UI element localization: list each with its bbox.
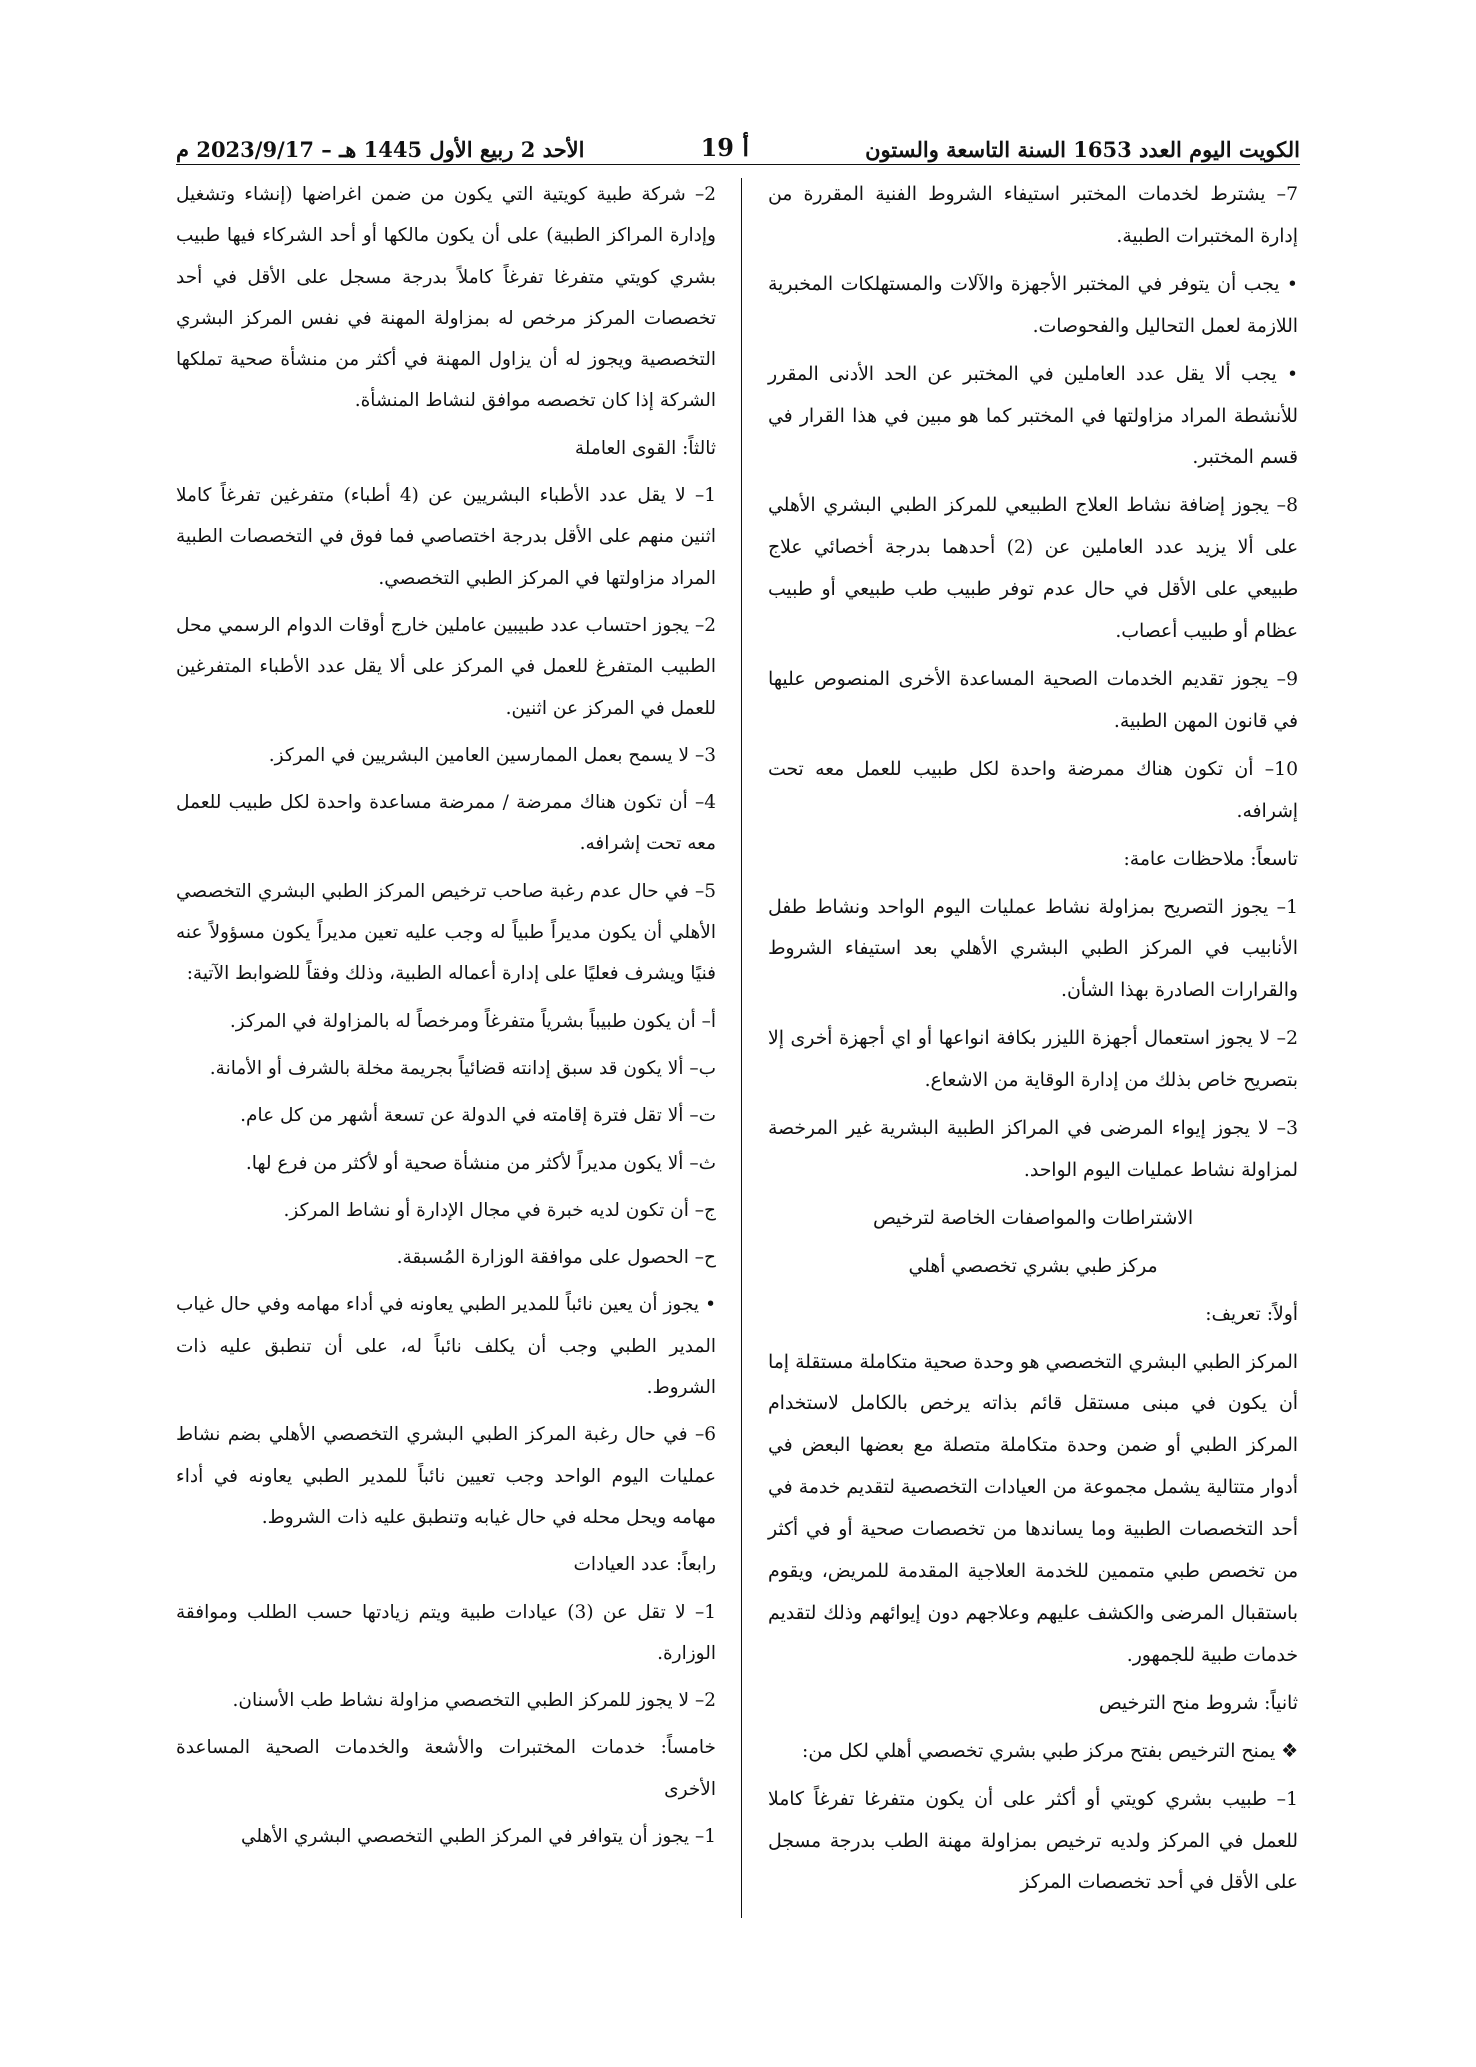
paragraph: ت– ألا تقل فترة إقامته في الدولة عن تسعة أشهر من كل عام. [240, 1105, 716, 1127]
paragraph: • يجب أن يتوفر في المختبر الأجهزة والآلات والمستهلكات المخبرية اللازمة لعمل التحاليل والفحوصات. [768, 273, 1298, 337]
paragraph: أ– أن يكون طبيباً بشرياً متفرغاً ومرخصاً له بالمزاولة في المركز. [229, 1010, 716, 1032]
paragraph: 7– يشترط لخدمات المختبر استيفاء الشروط الفنية المقررة من إدارة المختبرات الطبية. [768, 184, 1298, 247]
paragraph: 9– يجوز تقديم الخدمات الصحية المساعدة الأخرى المنصوص عليها في قانون المهن الطبية. [768, 668, 1298, 732]
section-heading: خامساً: خدمات المختبرات والأشعة والخدمات الصحية المساعدة الأخرى [176, 1737, 716, 1800]
paragraph: 2– لا يجوز استعمال أجهزة الليزر بكافة انواعها أو اي أجهزة أخرى إلا بتصريح خاص بذلك من إدارة الوقاية من الاشعاع. [768, 1028, 1298, 1092]
page-header [176, 118, 1300, 162]
paragraph: 3– لا يجوز إيواء المرضى في المراكز الطبية البشرية غير المرخصة لمزاولة نشاط عمليات اليوم الواحد. [768, 1118, 1298, 1181]
paragraph: 3– لا يسمح بعمل الممارسين العامين البشريين في المركز. [268, 744, 716, 766]
paragraph: 8– يجوز إضافة نشاط العلاج الطبيعي للمركز الطبي البشري الأهلي على ألا يزيد عدد العاملين عن (2) أحدهما بدرجة أخصائي علاج طبيعي على الأقل في حال عدم توفر طبيب طب طبيعي أو طبيب عظام أو طبيب أعصاب. [768, 495, 1299, 643]
header-date: الأحد 2 ربيع الأول 1445 هـ – 2023/9/17 م [176, 137, 585, 162]
paragraph: 1– لا تقل عن (3) عيادات طبية ويتم زيادتها حسب الطلب وموافقة الوزارة. [176, 1601, 717, 1664]
paragraph: ب– ألا يكون قد سبق إدانته قضائياً بجريمة مخلة بالشرف أو الأمانة. [209, 1057, 716, 1079]
left-column [176, 174, 716, 1863]
paragraph: ث– ألا يكون مديراً لأكثر من منشأة صحية أو لأكثر من فرع لها. [245, 1152, 716, 1174]
paragraph: • يجب ألا يقل عدد العاملين في المختبر عن الحد الأدنى المقرر للأنشطة المراد مزاولتها في المختبر كما هو مبين في هذا القرار في قسم المختبر. [768, 363, 1298, 469]
paragraph: 2– شركة طبية كويتية التي يكون من ضمن اغراضها (إنشاء وتشغيل وإدارة المراكز الطبية) على أن يكون مالكها أو أحد الشركاء فيها طبيب بشري كويتي متفرغا تفرغاً كاملاً بدرجة مسجل على الأقل في أحد تخصصات المركز مرخص له بمزاولة المهنة في نفس المركز البشري التخصصية ويجوز له أن يزاول المهنة في أكثر من منشأة صحية تملكها الشركة إذا كان تخصصه موافق لنشاط المنشأة. [176, 184, 716, 412]
paragraph: 1– لا يقل عدد الأطباء البشريين عن (4 أطباء) متفرغين تفرغاً كاملا اثنين منهم على الأقل بدرجة اختصاصي فما فوق في التخصصات الطبية المراد مزاولتها في المركز الطبي التخصصي. [176, 485, 717, 589]
paragraph: 4– أن تكون هناك ممرضة / ممرضة مساعدة واحدة لكل طبيب للعمل معه تحت إشرافه. [176, 792, 716, 855]
section-title: مركز طبي بشري تخصصي أهلي [908, 1255, 1158, 1277]
paragraph: • يجوز أن يعين نائباً للمدير الطبي يعاونه في أداء مهامه وفي حال غياب المدير الطبي وجب أن يكلف نائباً له، على أن تنطبق عليه ذات الشروط. [176, 1294, 716, 1399]
paragraph: 1– يجوز أن يتوافر في المركز الطبي التخصصي البشري الأهلي [240, 1825, 716, 1847]
section-title: الاشتراطات والمواصفات الخاصة لترخيص [872, 1207, 1194, 1229]
header-divider [176, 164, 1300, 165]
column-divider [741, 178, 742, 1918]
paragraph: 6– في حال رغبة المركز الطبي البشري التخصصي الأهلي بضم نشاط عمليات اليوم الواحد وجب تعيين نائباً للمدير الطبي يعاونه في أداء مهامه ويحل محله في حال غيابه وتنطبق عليه ذات الشروط. [176, 1424, 716, 1528]
section-heading: تاسعاً: ملاحظات عامة: [1123, 848, 1298, 870]
page-number: أ 19 [700, 133, 750, 162]
section-heading: أولاً: تعريف: [1205, 1303, 1298, 1325]
header-issue-info: الكويت اليوم العدد 1653 السنة التاسعة والستون [865, 137, 1300, 162]
paragraph: 2– لا يجوز للمركز الطبي التخصصي مزاولة نشاط طب الأسنان. [232, 1690, 716, 1712]
paragraph: ❖ يمنح الترخيص بفتح مركز طبي بشري تخصصي أهلي لكل من: [802, 1740, 1298, 1762]
paragraph: 1– طبيب بشري كويتي أو أكثر على أن يكون متفرغا تفرغاً كاملا للعمل في المركز ولديه ترخيص بمزاولة مهنة الطب بدرجة مسجل على الأقل في أحد تخصصات المركز [768, 1788, 1298, 1894]
paragraph: 10– أن تكون هناك ممرضة واحدة لكل طبيب للعمل معه تحت إشرافه. [768, 758, 1298, 822]
section-heading: رابعاً: عدد العيادات [573, 1554, 716, 1576]
paragraph: ج– أن تكون لديه خبرة في مجال الإدارة أو نشاط المركز. [283, 1199, 716, 1221]
section-heading: ثانياً: شروط منح الترخيص [1098, 1692, 1298, 1714]
paragraph: 1– يجوز التصريح بمزاولة نشاط عمليات اليوم الواحد ونشاط طفل الأنابيب في المركز الطبي البشري الأهلي بعد استيفاء الشروط والقرارات الصادرة بهذا الشأن. [768, 896, 1298, 1002]
section-heading: ثالثاً: القوى العاملة [574, 437, 716, 459]
paragraph: 2– يجوز احتساب عدد طبيبين عاملين خارج أوقات الدوام الرسمي محل الطبيب المتفرغ للعمل في المركز على ألا يقل عدد الأطباء المتفرغين للعمل في المركز عن اثنين. [176, 614, 716, 719]
paragraph: ح– الحصول على موافقة الوزارة المُسبقة. [396, 1247, 716, 1269]
right-column [768, 174, 1298, 1910]
paragraph: 5– في حال عدم رغبة صاحب ترخيص المركز الطبي البشري التخصصي الأهلي أن يكون مديراً طبياً له وجب عليه تعين مديراً يكون مسؤولاً عنه فنيًا ويشرف فعليًا على إدارة أعماله الطبية، وذلك وفقاً للضوابط الآتية: [176, 880, 716, 985]
paragraph: المركز الطبي البشري التخصصي هو وحدة صحية متكاملة مستقلة إما أن يكون في مبنى مستقل قائم بذاته يرخص بالكامل لاستخدام المركز الطبي أو ضمن وحدة متكاملة متصلة مع بعضها البعض في أدوار متتالية يشمل مجموعة من العيادات التخصصية لتقديم خدمة في أحد التخصصات الطبية وما يساندها من تخصصات صحية أو في أكثر من تخصص طبي متممين للخدمة العلاجية المقدمة للمريض، ويقوم باستقبال المرضى والكشف عليهم وعلاجهم دون إيوائهم وذلك لتقديم خدمات طبية للجمهور. [768, 1351, 1298, 1666]
